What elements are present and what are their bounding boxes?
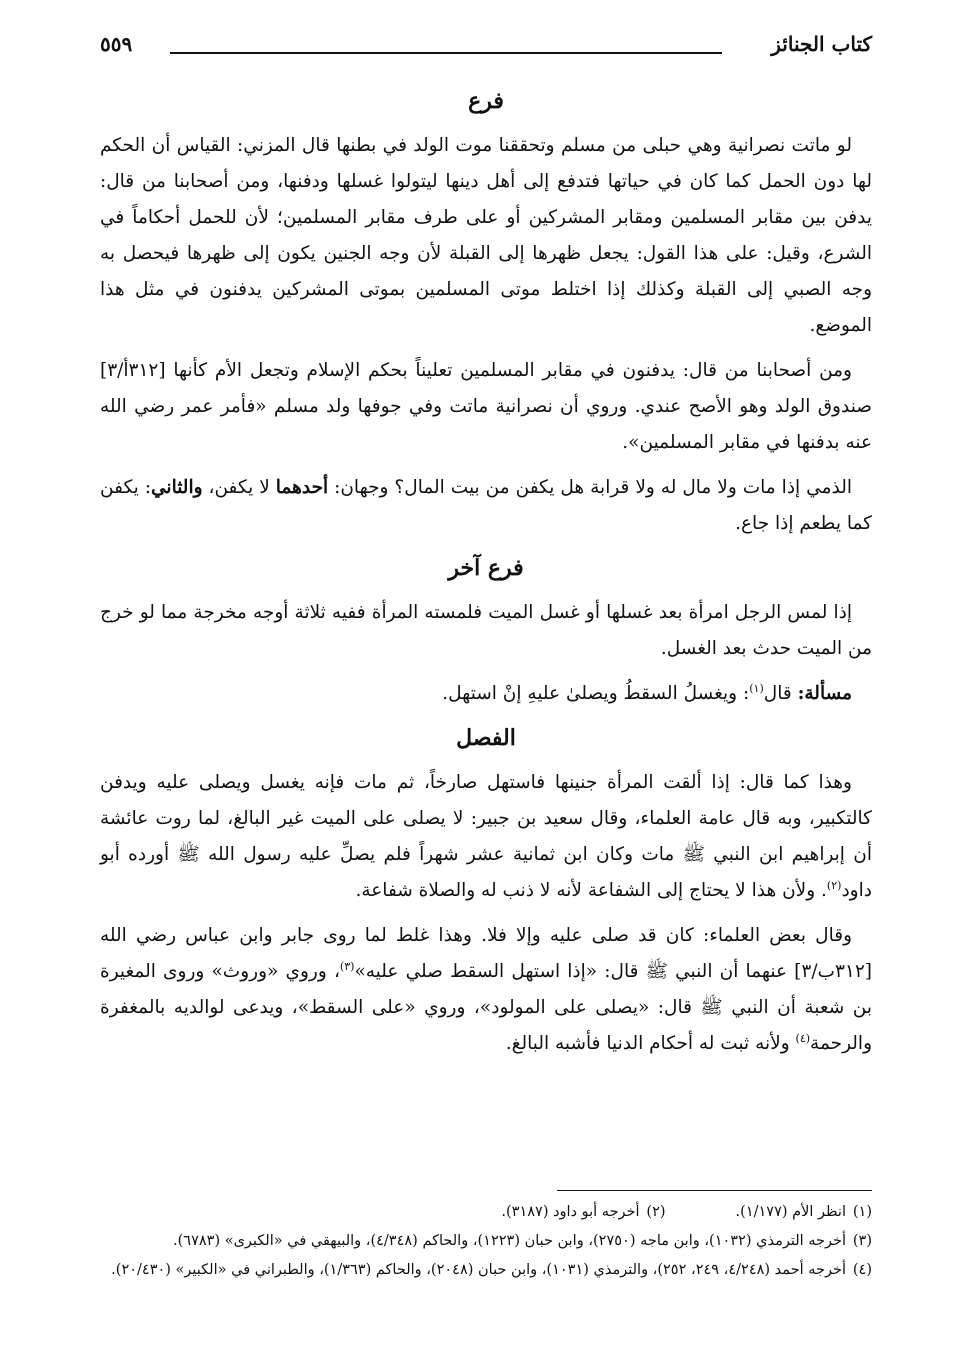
section-heading-fasl: الفصل	[456, 725, 516, 751]
text-run: الذمي إذا مات ولا مال له ولا قرابة هل يكفن من بيت المال؟ وجهان:	[328, 477, 852, 498]
header-rule	[170, 52, 722, 54]
masala-paragraph	[100, 676, 872, 712]
footnote-number: (٢)	[646, 1204, 666, 1220]
running-header	[100, 32, 872, 66]
footnote-number: (١)	[852, 1204, 872, 1220]
text-run: : ويغسلُ السقطُ ويصلىٰ عليهِ إنْ استهل.	[442, 683, 750, 704]
masala-label: مسألة:	[797, 683, 852, 704]
bold-term: والثاني	[151, 477, 203, 498]
footnotes	[100, 1198, 872, 1285]
section-heading-far: فرع	[468, 88, 504, 114]
book-page	[100, 32, 872, 1352]
paragraph: ومن أصحابنا من قال: يدفنون في مقابر المسلمين تعليناً بحكم الإسلام وتجعل الأم كأنها [٣١٢أ/٣] صندوق الولد وهو الأصح عندي. وروي أن نصرانية ماتت وفي جوفها ولد مسلم «فأمر عمر رضي الله عنه بدفنها في مقابر المسلمين».	[100, 360, 872, 453]
page-number: ٥٥٩	[100, 32, 133, 56]
footnote-row	[100, 1227, 872, 1256]
bold-term: أحدهما	[275, 477, 329, 498]
footnote-rule	[557, 1190, 872, 1191]
footnote-text: انظر الأم (١/١٧٧).	[735, 1204, 846, 1220]
text-run: ولأنه ثبت له أحكام الدنيا فأشبه البالغ.	[505, 1033, 796, 1054]
footnote-ref[interactable]: (١)	[749, 681, 764, 695]
paragraph: لو ماتت نصرانية وهي حبلى من مسلم وتحققنا موت الولد في بطنها قال المزني: القياس أن الحكم لها دون الحمل كما كان في حياتها فتدفع إلى أهل دينها ليتولوا غسلها ودفنها، ومن أصحابنا من قال: يدفن بين مقابر المسلمين ومقابر المشركين أو على طرف مقابر المسلمين؛ لأن للحمل أحكاماً في الشرع، وقيل: على هذا القول: يجعل ظهرها إلى القبلة لأن وجه الجنين يكون إلى ظهرها فيحصل به وجه الصبي إلى القبلة وكذلك إذا اختلط موتى المسلمين بموتى المشركين يدفنون في مثل هذا الموضع.	[100, 135, 872, 336]
section-heading-far-akhar: فرع آخر	[448, 555, 524, 581]
text-run: : يكفن كما يطعم إذا جاع.	[100, 477, 872, 534]
footnote-text: أخرجه أحمد (٤/٢٤٨، ٢٤٩، ٢٥٢)، والترمذي (١٠٣١)، وابن حبان (٢٠٤٨)، والحاكم (١/٣٦٣)، والطبراني في «الكبير» (٢٠/٤٣٠).	[111, 1262, 846, 1278]
footnote-text: أخرجه أبو داود (٣١٨٧).	[501, 1204, 640, 1220]
footnote-number: (٤)	[852, 1262, 872, 1278]
footnote-ref[interactable]: (٤)	[795, 1031, 811, 1045]
paragraph	[100, 470, 872, 542]
footnote-ref[interactable]: (٢)	[826, 878, 842, 892]
text-run: وقال بعض العلماء: كان قد صلى عليه وإلا فلا. وهذا غلط لما روى جابر وابن عباس رضي الله [٣١٢ب/٣] عنهما أن النبي ﷺ قال: «إذا استهل السقط صلي عليه»	[100, 925, 872, 982]
text-run: وهذا كما قال: إذا ألقت المرأة جنينها فاستهل صارخاً، ثم مات فإنه يغسل ويصلى عليه ويدفن كالتكبير، وبه قال عامة العلماء، وقال سعيد بن جبير: لا يصلى على الميت غير البالغ، لما روت عائشة أن إبراهيم ابن النبي ﷺ مات وكان ابن ثمانية عشر شهراً فلم يصلِّ عليه رسول الله ﷺ أورده أبو داود	[100, 772, 872, 901]
footnote-text: أخرجه الترمذي (١٠٣٢)، وابن ماجه (٢٧٥٠)، وابن حبان (١٢٢٣)، والحاكم (٤/٣٤٨)، والبيهقي في «الكبرى» (٦٧٨٣).	[173, 1233, 846, 1249]
footnote-number: (٣)	[852, 1233, 872, 1249]
footnote-ref[interactable]: (٣)	[339, 959, 355, 973]
paragraph	[100, 918, 872, 1062]
text-run: لا يكفن،	[202, 477, 276, 498]
text-run: ، وروي «وروث» وروى المغيرة بن شعبة أن النبي ﷺ قال: «يصلى على المولود»، وروي «على السقط»، ويدعى لوالديه بالمغفرة والرحمة	[100, 961, 872, 1054]
footnote-row	[100, 1256, 872, 1285]
header-title: كتاب الجنائز	[771, 32, 872, 56]
footnote-row	[100, 1198, 872, 1227]
text-run: قال	[763, 683, 798, 704]
body-text	[100, 84, 872, 1071]
paragraph: إذا لمس الرجل امرأة بعد غسلها أو غسل الميت فلمسته المرأة ففيه ثلاثة أوجه مخرجة مما لو خرج من الميت حدث بعد الغسل.	[100, 602, 872, 659]
text-run: . ولأن هذا لا يحتاج إلى الشفاعة لأنه لا ذنب له والصلاة شفاعة.	[355, 880, 827, 901]
paragraph	[100, 765, 872, 909]
